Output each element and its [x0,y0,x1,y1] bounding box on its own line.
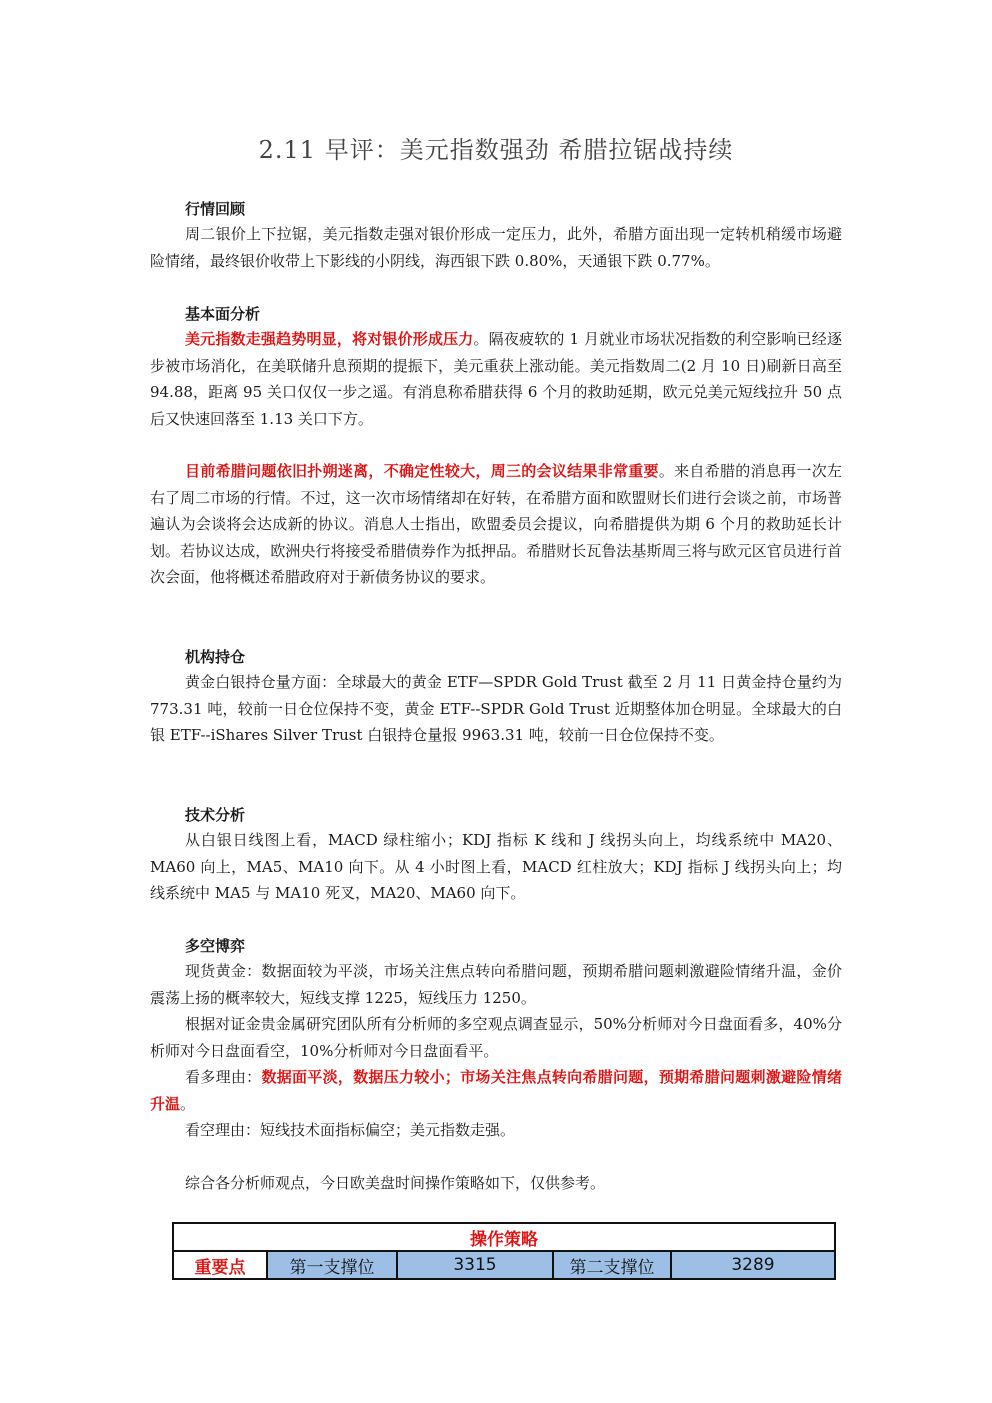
technical-paragraph: 从白银日线图上看，MACD 绿柱缩小；KDJ 指标 K 线和 J 线拐头向上，均线系统中 MA20、MA60 向上，MA5、MA10 向下。从 4 小时图上看，MACD 红柱放大；KDJ 指标 J 线拐头向上；均线系统中 MA5 与 MA10 死叉，MA20、MA60 向下。 [150,831,842,902]
highlight-text: 美元指数走强趋势明显，将对银价形成压力 [185,330,474,348]
debate-paragraph-1: 现货黄金：数据面较为平淡，市场关注焦点转向希腊问题，预期希腊问题刺激避险情绪升温，金价震荡上扬的概率较大，短线支撑 1225，短线压力 1250。 [150,962,842,1007]
highlight-text: 数据面平淡，数据压力较小；市场关注焦点转向希腊问题，预期希腊问题刺激避险情绪升温 [150,1068,842,1113]
debate-paragraph-3 [150,1064,842,1117]
support2-value: 3289 [671,1251,835,1279]
strategy-table-header: 操作策略 [173,1223,835,1251]
section-heading-review: 行情回顾 [185,200,246,218]
section-fundamental [150,302,842,591]
section-holdings [150,645,842,749]
section-heading-debate: 多空博弈 [185,937,246,955]
section-technical [150,803,842,907]
paragraph-text: 。隔夜疲软的 1 月就业市场状况指数的利空影响已经逐步被市场消化，在美联储升息预期的提振下，美元重获上涨动能。美元指数周二(2 月 10 日)刷新日高至 94.88，距离 95 关口仅仅一步之遥。有消息称希腊获得 6 个月的救助延期，欧元兑美元短线拉升 50 点后又快速回落至 1.13 关口下方。 [150,330,842,428]
paragraph-text: 。来自希腊的消息再一次左右了周二市场的行情。不过，这一次市场情绪却在好转，在希腊方面和欧盟财长们进行会谈之前，市场普遍认为会谈将会达成新的协议。消息人士指出，欧盟委员会提议，向希腊提供为期 6 个月的救助延长计划。若协议达成，欧洲央行将接受希腊债券作为抵押品。希腊财长瓦鲁法基斯周三将与欧元区官员进行首次会面，他将概述希腊政府对于新债务协议的要求。 [150,462,842,586]
review-paragraph: 周二银价上下拉锯，美元指数走强对银价形成一定压力，此外，希腊方面出现一定转机稍缓市场避险情绪，最终银价收带上下影线的小阴线，海西银下跌 0.80%，天通银下跌 0.77%。 [150,225,842,270]
section-debate [150,934,842,1196]
strategy-table [172,1222,836,1280]
section-heading-holdings: 机构持仓 [185,648,246,666]
punctuation: 。 [180,1094,196,1113]
debate-paragraph-5: 综合各分析师观点，今日欧美盘时间操作策略如下，仅供参考。 [185,1173,606,1192]
highlight-text: 目前希腊问题依旧扑朔迷离，不确定性较大，周三的会议结果非常重要 [185,462,659,480]
table-row [173,1223,835,1251]
debate-paragraph-4: 看空理由：短线技术面指标偏空；美元指数走强。 [185,1121,516,1139]
support1-label: 第一支撑位 [267,1251,397,1279]
table-row [173,1251,835,1279]
holdings-paragraph: 黄金白银持仓量方面：全球最大的黄金 ETF—SPDR Gold Trust 截至 2 月 11 日黄金持仓量约为 773.31 吨，较前一日仓位保持不变，黄金 ETF--SPDR Gold Trust 近期整体加仓明显。全球最大的白银 ETF--iShares Silver Trust 白银持仓量报 9963.31 吨，较前一日仓位保持不变。 [150,673,842,744]
section-heading-technical: 技术分析 [185,806,246,824]
support2-label: 第二支撑位 [553,1251,671,1279]
section-heading-fundamental: 基本面分析 [185,305,261,323]
section-review [150,197,842,274]
fundamental-paragraph-2 [150,458,842,591]
support1-value: 3315 [397,1251,553,1279]
key-point-label: 重要点 [173,1251,267,1279]
bull-label: 看多理由： [185,1068,262,1086]
debate-paragraph-2: 根据对证金贵金属研究团队所有分析师的多空观点调查显示，50%分析师对今日盘面看多，40%分析师对今日盘面看空，10%分析师对今日盘面看平。 [150,1015,842,1060]
fundamental-paragraph-1 [150,326,842,432]
page-title: 2.11 早评：美元指数强劲 希腊拉锯战持续 [258,136,734,164]
